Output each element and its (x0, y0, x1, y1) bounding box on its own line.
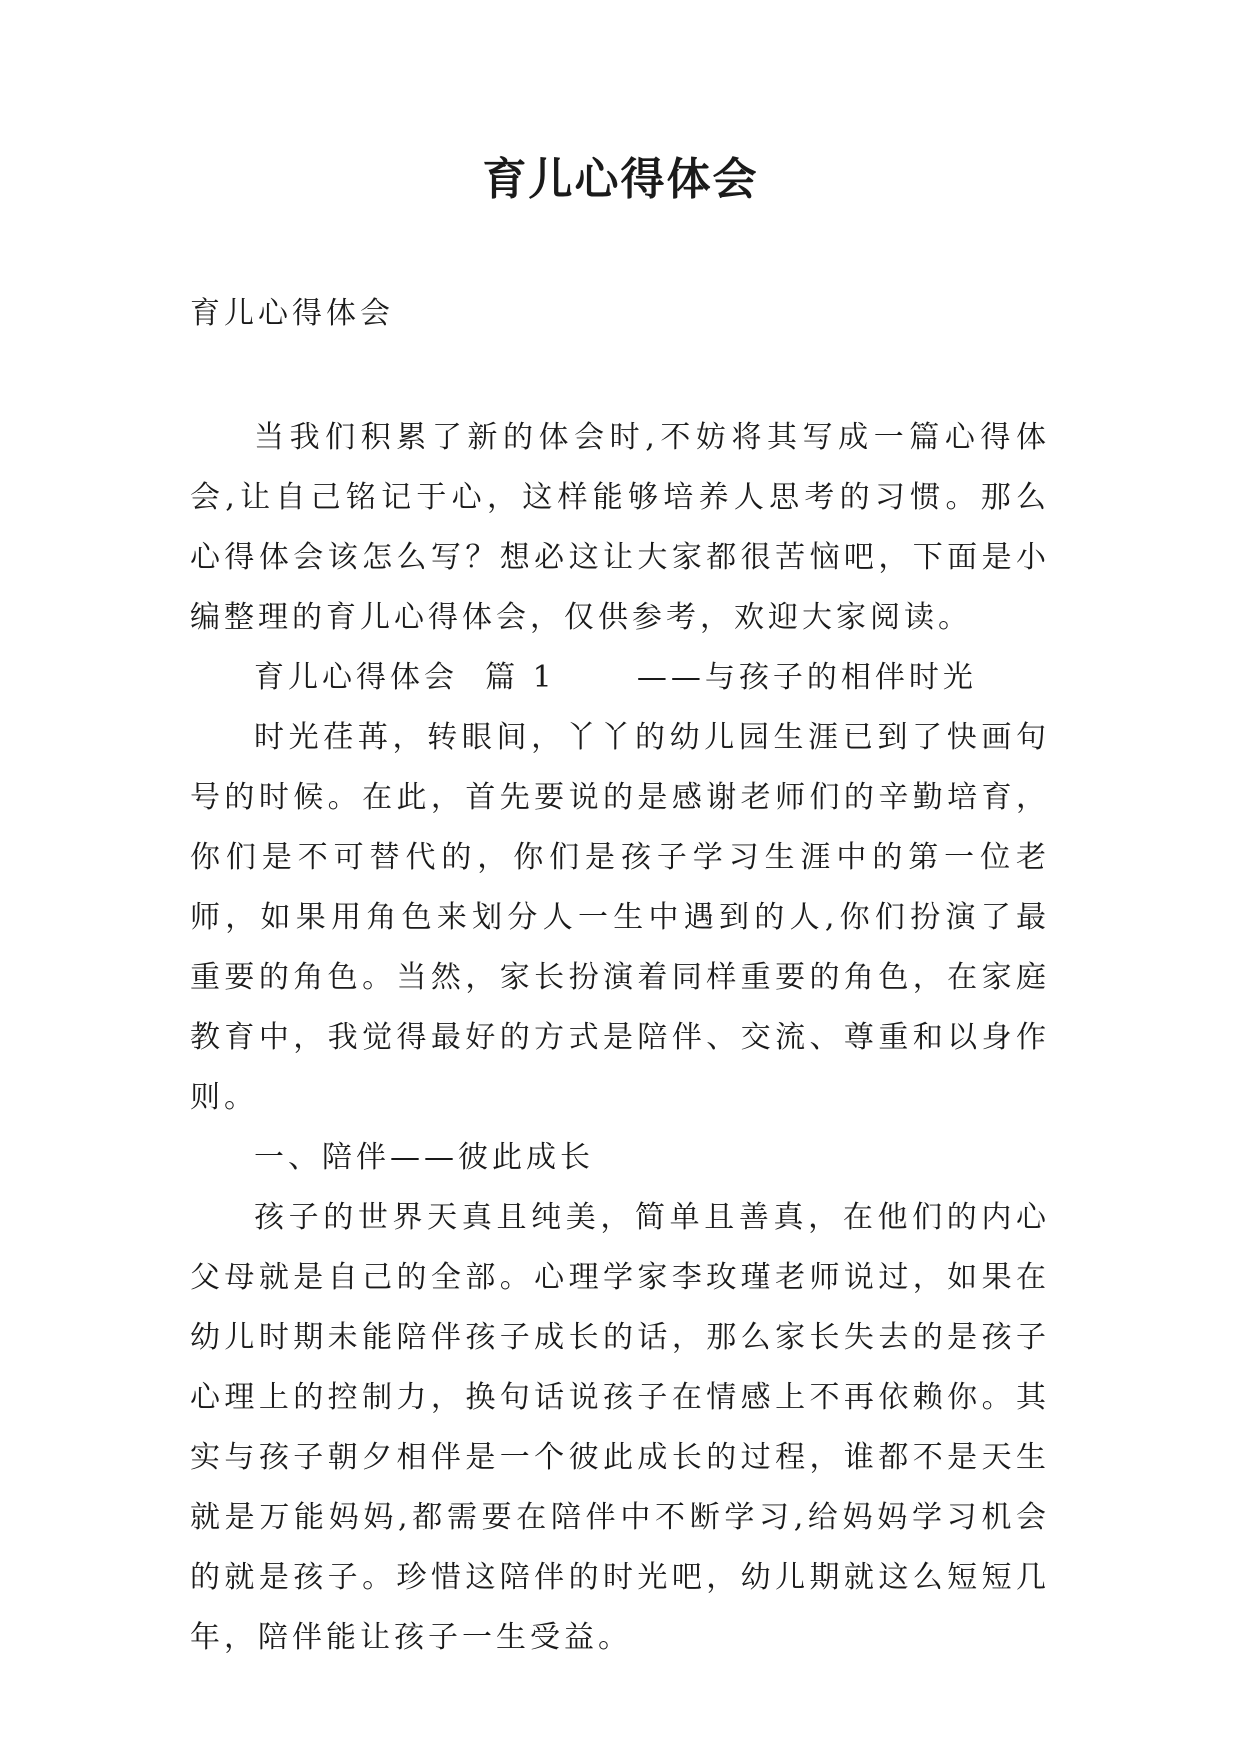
body-paragraph: 时光荏苒，转眼间，丫丫的幼儿园生涯已到了快画句号的时候。在此，首先要说的是感谢老师们的辛勤培育，你们是不可替代的，你们是孩子学习生涯中的第一位老师，如果用角色来划分人一生中遇到的人,你们扮演了最重要的角色。当然，家长扮演着同样重要的角色，在家庭教育中，我觉得最好的方式是陪伴、交流、尊重和以身作则。 (190, 720, 1050, 1115)
document-title: 育儿心得体会 (482, 154, 759, 205)
document-subtitle: 育儿心得体会 (190, 296, 394, 331)
body-paragraph: 孩子的世界天真且纯美，简单且善真，在他们的内心父母就是自己的全部。心理学家李玫瑾老师说过，如果在幼儿时期未能陪伴孩子成长的话，那么家长失去的是孩子心理上的控制力，换句话说孩子在情感上不再依赖你。其实与孩子朝夕相伴是一个彼此成长的过程，谁都不是天生就是万能妈妈,都需要在陪伴中不断学习,给妈妈学习机会的就是孩子。珍惜这陪伴的时光吧，幼儿期就这么短短几年，陪伴能让孩子一生受益。 (190, 1200, 1050, 1655)
section-heading: 一、陪伴——彼此成长 (254, 1140, 594, 1175)
section-title: 育儿心得体会 篇 1 ——与孩子的相伴时光 (254, 660, 977, 695)
document-body (190, 408, 1050, 1668)
intro-paragraph: 当我们积累了新的体会时,不妨将其写成一篇心得体会,让自己铭记于心，这样能够培养人思考的习惯。那么心得体会该怎么写？想必这让大家都很苦恼吧，下面是小编整理的育儿心得体会，仅供参考，欢迎大家阅读。 (190, 420, 1050, 635)
